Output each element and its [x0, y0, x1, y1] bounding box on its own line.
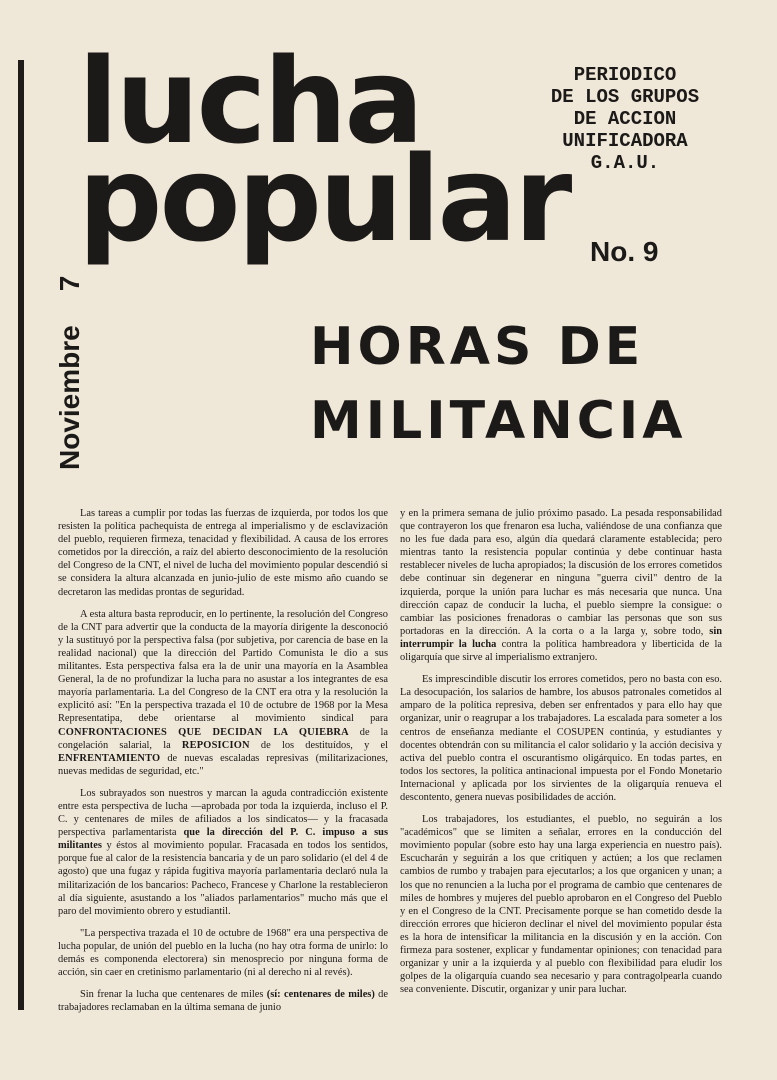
paragraph [400, 507, 722, 664]
text-run: Sin frenar la lucha que centenares de miles [80, 989, 267, 1001]
emphasis: que la dirección del P. C. impuso a sus militantes [58, 827, 388, 852]
tagline-line: PERIODICO [573, 64, 677, 86]
paragraph: Es imprescindible discutir los errores cometidos, pero no basta con eso. La desocupación, los salarios de hambre, los abusos patronales cometidos al amparo de la política represiva, deben ser enfrentados y para ello hay que organizar, unir o reagrupar a los trabajadores. La escalada para someter a los centros de enseñanza mediante el COSUPEN continúa, y estudiantes y docentes obtendrán con su militancia el calor solidario y la acción decisiva y activa del pueblo contra el oscurantismo oligárquico. En todas partes, en todos los sectores, la política antinacional impuesta por el Fondo Monetario Internacional y aplicada por los sirvientes de la oligarquía renueva el descontento, genera nuevas posibilidades de acción. [400, 674, 722, 803]
text-run: de trabajadores reclamaban en la última semana de junio [58, 989, 388, 1014]
tagline-line: G.A.U. [590, 152, 660, 174]
issue-date [54, 276, 86, 470]
text-run: y éstos al movimiento popular. Fracasada en todos los sentidos, porque fue al calor de la resistencia bancaria y de un paro solidario (el del 4 de agosto) que una fugaz y rápida fugitiva mayoría parlamentaria declaró nula la militarización de los bancarios: Pacheco, Francese y Charlone la restablecieron al día siguiente, asustando a los "aliados parlamentarios" mucho más que el paro del movimiento obrero y estudiantil. [58, 840, 388, 917]
text-run: de los destituídos, y el [249, 739, 388, 751]
emphasis: ENFRENTAMIENTO [58, 752, 161, 764]
paragraph: "La perspectiva trazada el 10 de octubre de 1968" era una perspectiva de lucha popular, de unión del pueblo en la lucha (no hay otra forma de unirlo: lo demás es componenda electorera) sin menosprecio por ninguna forma de acción, sin caer en cretinismo parlamentario (ni al derecho ni al revés). [58, 927, 388, 979]
vertical-rule [18, 60, 24, 1010]
text-run: y en la primera semana de julio próximo pasado. La pesada responsabilidad que contrayeron los que frenaron esa lucha, valiéndose de una confianza que no les fue dada para eso, algún día quedará claramente establecida; pero mientras tanto la resistencia popular continúa y debe continuar hasta restablecer niveles de lucha apropiados; la discusión de los errores cometidos debe continuar sin degenerar en ninguna "guerra civil" dentro de la izquierda, porque la unión para luchar es más necesaria que nunca. Una dirección capaz de conducir la lucha, el pueblo siempre la consigue: o cambiar las posiciones frenadoras o cambiar las personas que son sus portadoras en la dirección. A la corta o a la larga y, sobre todo, [400, 508, 722, 637]
text-run: de nuevas escaladas represivas (militarizaciones, nuevas medidas de seguridad, etc." [58, 752, 388, 777]
headline [310, 310, 730, 458]
paragraph [58, 787, 388, 918]
text-run: Los subrayados son nuestros y marcan la aguda contradicción existente entre esta perspectiva de lucha —aprobada por toda la izquierda, incluso el P. C. y centenares de miles de afiliados a los sindicatos— y la fracasada perspectiva parlamentarista [58, 787, 388, 839]
masthead-line-1: lucha [78, 32, 422, 170]
emphasis: (sí: centenares de miles) [266, 989, 375, 1001]
paragraph: Las tareas a cumplir por todas las fuerzas de izquierda, por todos los que resisten la política pachequista de entrega al imperialismo y de esclavización del pueblo, requieren firmeza, tenacidad y flexibilidad. A causa de los errores cometidos por la dirección, a raíz del abierto desconocimiento de la resolución del Congreso de la CNT, el nivel de lucha del movimiento popular descendió si se considera la altura alcanzada en junio-julio de este mismo año cuando se decretaron las medidas prontas de seguridad. [58, 508, 388, 598]
text-run: contra la política hambreadora y liberticida de la oligarquía que sirve al imperialismo extranjero. [400, 638, 722, 664]
article-column-left [58, 507, 388, 1023]
paragraph [58, 988, 388, 1014]
issue-number: No. 9 [590, 236, 659, 267]
tagline-line: DE LOS GRUPOS [550, 86, 700, 108]
masthead-title [78, 32, 570, 268]
date-day: 7 [54, 275, 85, 292]
tagline-line: DE ACCION [573, 108, 677, 130]
masthead-tagline [540, 64, 710, 174]
emphasis: sin interrumpir la lucha [400, 625, 722, 650]
article-column-right [400, 507, 722, 1005]
paragraph [58, 608, 388, 778]
tagline-line: UNIFICADORA [562, 130, 688, 152]
text-run: A esta altura basta reproducir, en lo pertinente, la resolución del Congreso de la CNT para advertir que la conducta de la mayoría dirigente la desconoció y la sustituyó por la perspectiva falsa (por subjetiva, por carencia de base en la realidad nacional) que la dirección del Partido Comunista le dio a sus militantes. Esta perspectiva falsa era la de unir una mayoría en la Asamblea General, la de no profundizar la lucha para no asustar a los integrantes de esa mayoría parlamentaria. La del Congreso de la CNT era otra y la resolución la explicitó así: "En la perspectiva trazada el 10 de octubre de 1968 por la Mesa Representatipa, debe orientarse al movimiento sindical para [58, 608, 388, 725]
emphasis: REPOSICION [181, 739, 250, 751]
text-run: de la congelación salarial, la [58, 726, 388, 751]
headline-line-2: MILITANCIA [310, 391, 687, 451]
masthead-line-2: popular [78, 129, 570, 268]
emphasis: CONFRONTACIONES QUE DECIDAN LA QUIEBRA [58, 726, 349, 738]
headline-line-1: HORAS DE [310, 317, 645, 377]
date-month: Noviembre [54, 325, 85, 470]
paragraph: Los trabajadores, los estudiantes, el pueblo, no seguirán a los "académicos" que se limiten a señalar, errores en la conducción del movimiento popular (sobre esto hay una larga experiencia en nuestro país). Escucharán y seguirán a los que critiquen y actúen; a los que reclamen cambios de rumbo y trabajen para ejecutarlos; a los que organicen y unan; a los que no renuncien a la lucha por el programa de cambio que centenares de miles de hombres y mujeres del pueblo aprobaron en el Congreso del Pueblo y en el Congreso de la CNT. Precisamente porque se han cometido desde la dirección errores que hicieron declinar el nivel del movimiento popular ésta es la hora de intensificar la militancia en la discusión y en la acción. Con firmeza para sostener, explicar y fundamentar opiniones; con tenacidad para organizar y unir a la izquierda y al pueblo con flexibilidad para eludir los golpes de la oligarquía cuando sea necesario y para contragolpearla cuando sea conveniente. Discutir, organizar y unir para luchar. [400, 814, 722, 996]
